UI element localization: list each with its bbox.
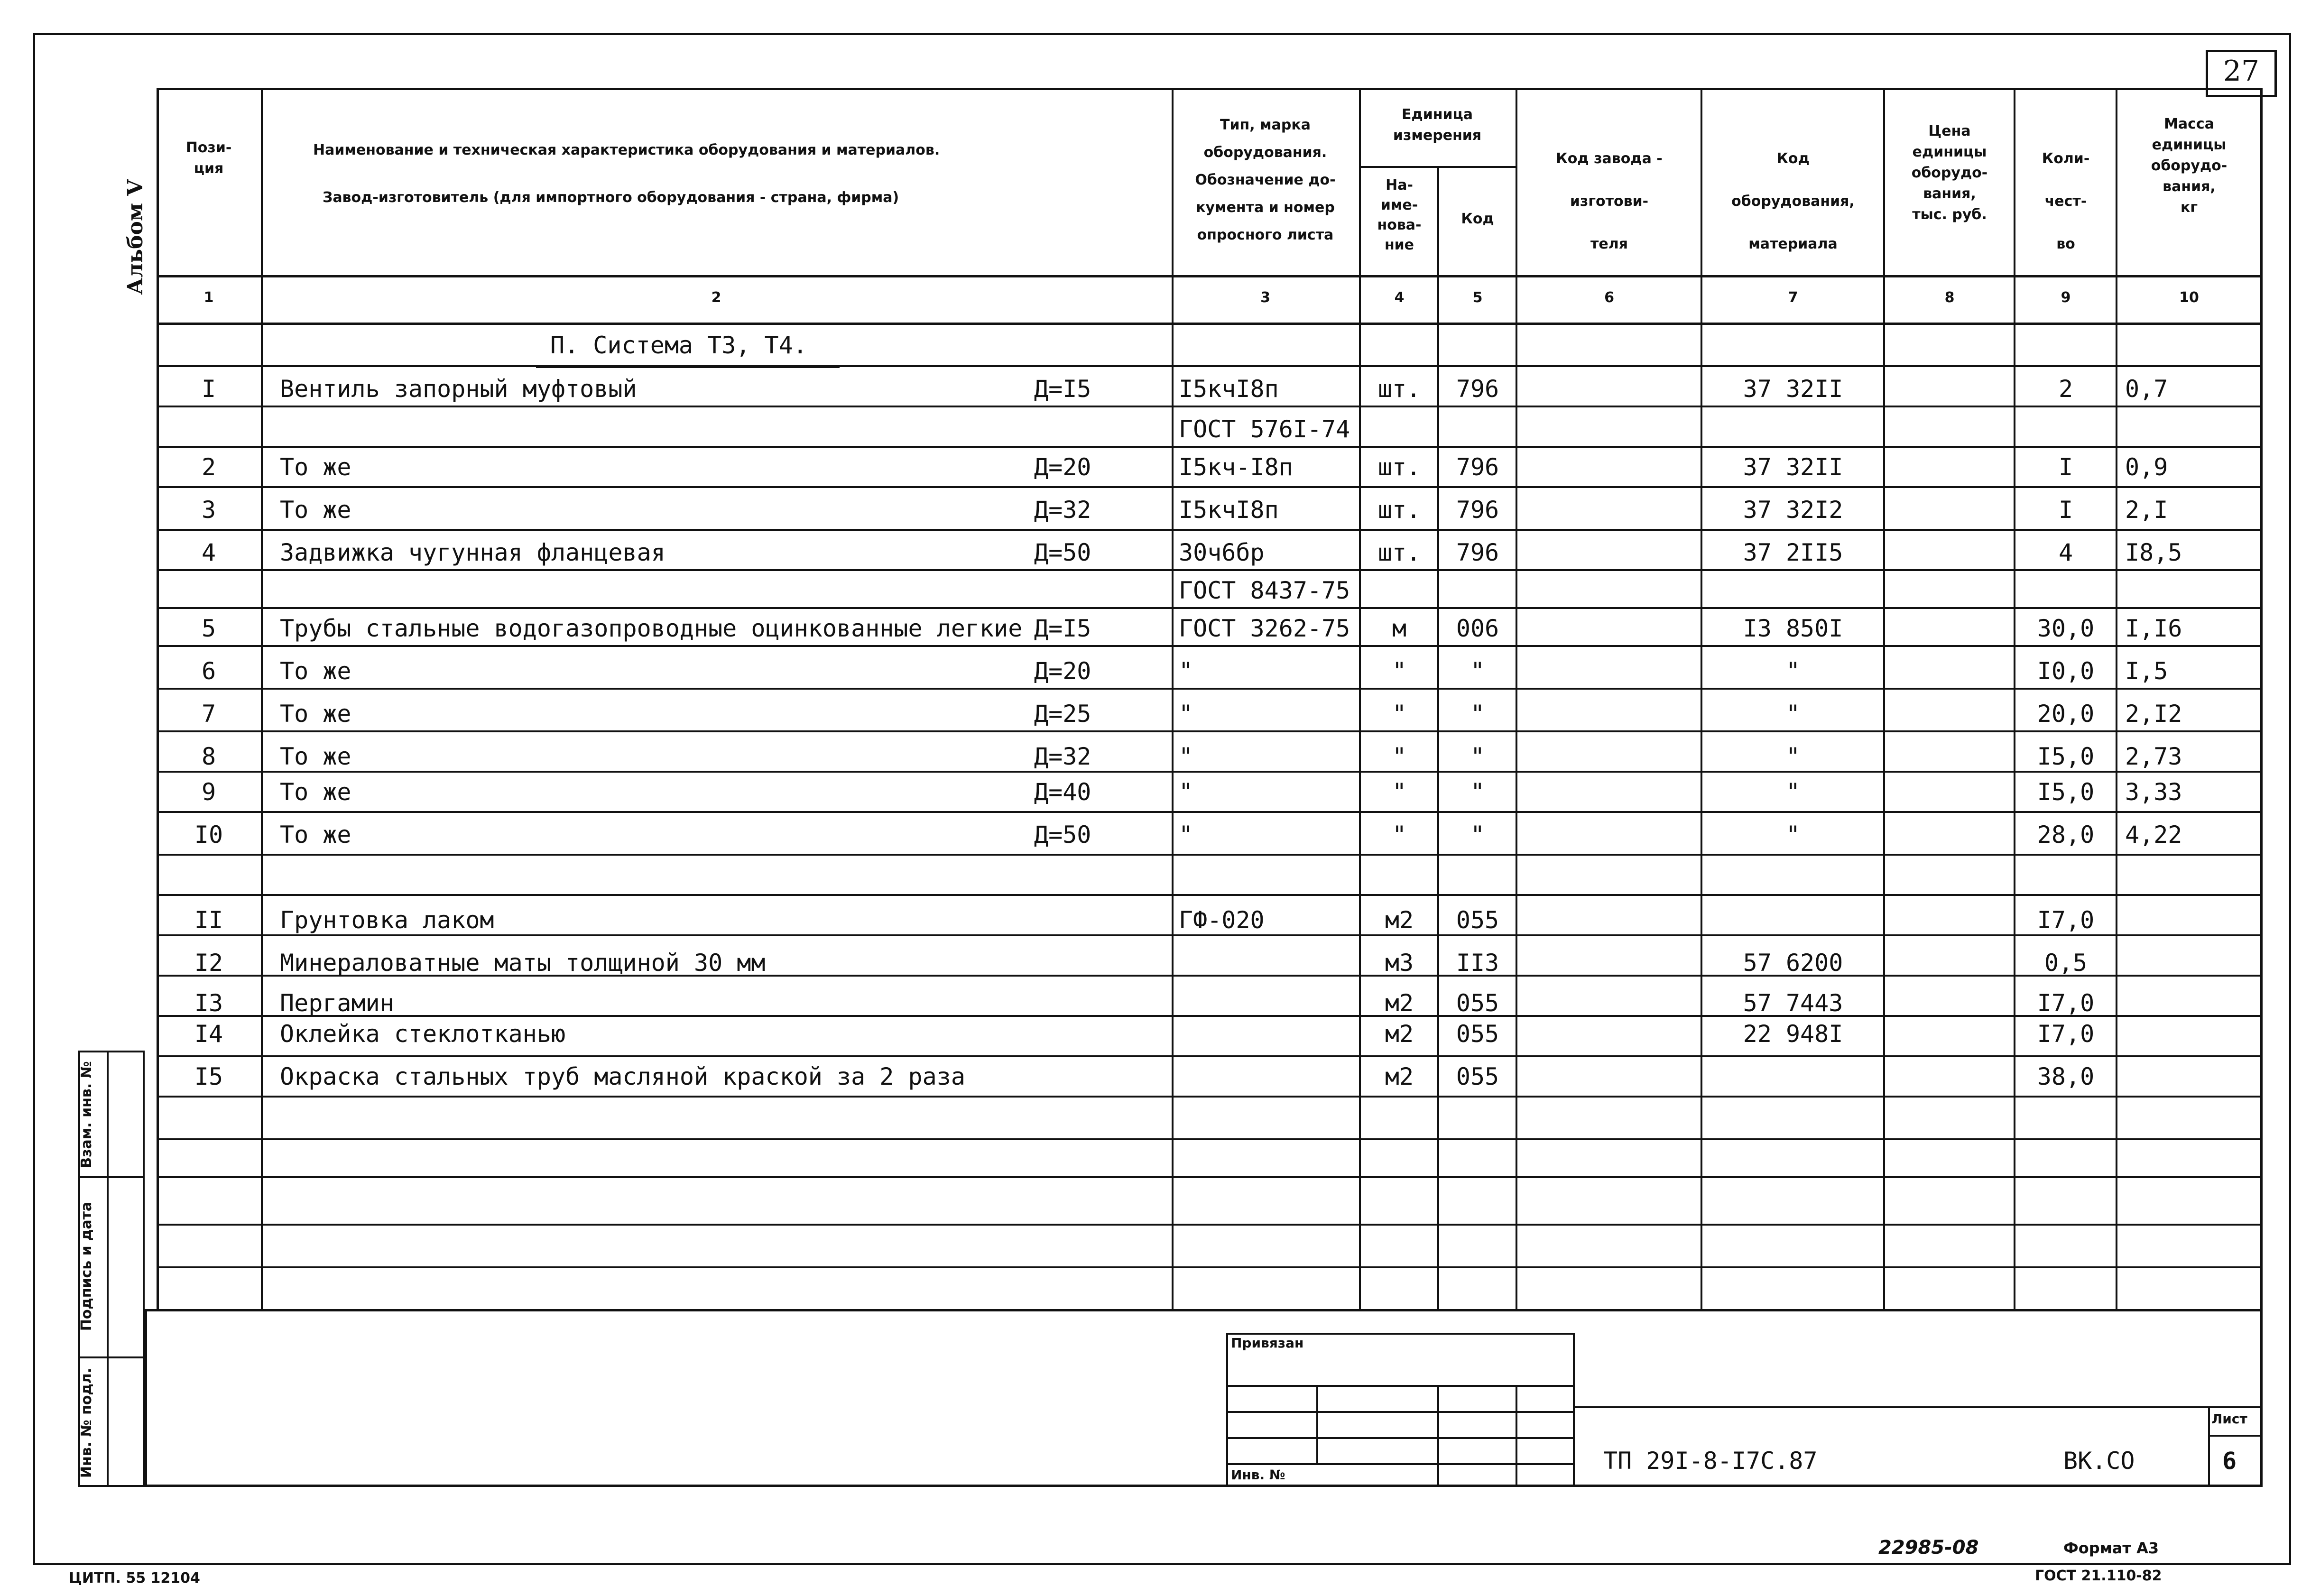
col-number: 6: [1604, 289, 1614, 306]
cell-mass: 2,73: [2125, 743, 2182, 770]
cell-name: Грунтовка лаком: [280, 906, 494, 934]
cell-unit: м3: [1385, 949, 1414, 977]
cell-pos: II: [194, 906, 223, 934]
cell-dn: Д=I5: [1034, 375, 1091, 403]
row-line: [157, 1138, 2263, 1140]
cell-code: ": [1470, 743, 1485, 770]
cell-code: 055: [1456, 989, 1499, 1017]
row-line: [157, 645, 2263, 647]
cell-code: 055: [1456, 1063, 1499, 1090]
col-line: [1516, 88, 1517, 1311]
cell-unit: м2: [1385, 1063, 1414, 1090]
row-line: [157, 688, 2263, 690]
cell-dn: Д=I5: [1034, 615, 1091, 642]
row-line: [157, 1096, 2263, 1098]
col-line: [261, 88, 263, 1311]
cell-mat: ": [1785, 778, 1801, 806]
cell-code: 796: [1456, 496, 1499, 524]
cell-pos: 6: [201, 657, 216, 685]
cell-pos: 2: [201, 453, 216, 481]
side-stamp-line: [78, 1356, 145, 1358]
header-col9: Коли- чест- во: [2042, 150, 2090, 252]
header-col7: Код оборудования, материала: [1731, 150, 1855, 252]
col-line: [1701, 88, 1702, 1311]
cell-dn: Д=20: [1034, 453, 1091, 481]
cell-unit: шт.: [1377, 496, 1421, 524]
header-col1: Пози- ция: [185, 139, 232, 177]
title-block-line: [2208, 1406, 2210, 1487]
cell-mass: I8,5: [2125, 539, 2182, 566]
side-stamp-line: [78, 1176, 145, 1178]
order-number: 22985-08: [1878, 1537, 1979, 1559]
album-label: Альбом V: [123, 179, 148, 295]
col-number: 3: [1260, 289, 1270, 306]
cell-type: ": [1179, 778, 1193, 806]
cell-code: II3: [1456, 949, 1499, 977]
col-line: [2014, 88, 2015, 1311]
cell-unit: м2: [1385, 1020, 1414, 1048]
cell-qty: 20,0: [2037, 700, 2095, 728]
cell-unit: шт.: [1377, 453, 1421, 481]
cell-pos: 4: [201, 539, 216, 566]
cell-code: 055: [1456, 906, 1499, 934]
header-line: [157, 323, 2263, 325]
header-col2-line2: Завод-изготовитель (для импортного оборудования - страна, фирма): [323, 189, 899, 206]
sheet-number: 6: [2222, 1447, 2237, 1475]
side-stamp-vzam: Взам. инв. №: [78, 1061, 95, 1168]
cell-qty: 0,5: [2044, 949, 2088, 977]
cell-unit: ": [1392, 657, 1407, 685]
cell-mat: 37 2II5: [1743, 539, 1843, 566]
side-stamp-line: [107, 1051, 109, 1487]
header-unit-group: Единица измерения: [1393, 106, 1482, 144]
doc-code: ТП 29I-8-I7С.87: [1603, 1447, 1818, 1475]
col-number: 10: [2179, 289, 2199, 306]
cell-unit: м2: [1385, 906, 1414, 934]
privyazan-col: [1516, 1385, 1517, 1487]
cell-mat: 37 32I2: [1743, 496, 1843, 524]
row-line: [157, 486, 2263, 488]
cell-code: 006: [1456, 615, 1499, 642]
col-number: 7: [1788, 289, 1798, 306]
col-line: [2116, 88, 2117, 1311]
inv-no-label: Инв. №: [1231, 1467, 1285, 1483]
cell-mat: 37 32II: [1743, 375, 1843, 403]
cell-mass: 2,I: [2125, 496, 2168, 524]
cell-type: ": [1179, 657, 1193, 685]
cell-name: То же: [280, 778, 351, 806]
cell-qty: 2: [2058, 375, 2073, 403]
cell-pos: I2: [194, 949, 223, 977]
row-line: [157, 894, 2263, 896]
cell-mass: 3,33: [2125, 778, 2182, 806]
cell-name: Минераловатные маты толщиной 30 мм: [280, 949, 766, 977]
row-line: [157, 811, 2263, 813]
header-line: [157, 275, 2263, 277]
cell-mass: I,I6: [2125, 615, 2182, 642]
format-label: Формат А3: [2063, 1539, 2159, 1557]
cell-name: Пергамин: [280, 989, 394, 1017]
cell-pos: I: [201, 375, 216, 403]
cell-mat: 57 6200: [1743, 949, 1843, 977]
cell-mat: ": [1785, 657, 1801, 685]
cell-unit: ": [1392, 821, 1407, 849]
cell-qty: 38,0: [2037, 1063, 2095, 1090]
col-number: 8: [1944, 289, 1955, 306]
cell-unit: ": [1392, 778, 1407, 806]
privyazan-label: Привязан: [1231, 1335, 1304, 1351]
cell-unit: м2: [1385, 989, 1414, 1017]
cell-qty: I5,0: [2037, 778, 2095, 806]
corner-number: 27: [2223, 55, 2260, 88]
cell-type: ": [1179, 743, 1193, 770]
cell-pos: 3: [201, 496, 216, 524]
cell-name: То же: [280, 743, 351, 770]
cell-type: ": [1179, 700, 1193, 728]
header-col5: Код: [1461, 211, 1494, 227]
cell-mat: ": [1785, 821, 1801, 849]
unit-group-line: [1359, 166, 1516, 168]
cell-pos: I4: [194, 1020, 223, 1048]
row-line: [157, 365, 2263, 367]
col-line: [1883, 88, 1885, 1311]
header-col3: Тип, марка оборудования. Обозначение до- кумента и номер опросного листа: [1195, 117, 1336, 243]
cell-qty: I: [2058, 496, 2073, 524]
cell-type: I5кчI8п: [1179, 375, 1279, 403]
cell-mass: 2,I2: [2125, 700, 2182, 728]
cell-qty: I: [2058, 453, 2073, 481]
cell-code: 055: [1456, 1020, 1499, 1048]
cell-name: Окраска стальных труб масляной краской за 2 раза: [280, 1063, 965, 1090]
header-col6: Код завода - изготови- теля: [1556, 150, 1663, 252]
cell-qty: 28,0: [2037, 821, 2095, 849]
cell-pos: I5: [194, 1063, 223, 1090]
header-col10: Масса единицы оборудо- вания, кг: [2151, 116, 2228, 216]
row-line: [157, 529, 2263, 531]
cell-type: ГОСТ 3262-75: [1179, 615, 1350, 642]
cell-qty: I7,0: [2037, 1020, 2095, 1048]
cell-mat: 22 948I: [1743, 1020, 1843, 1048]
cell-name: То же: [280, 700, 351, 728]
cell-code: ": [1470, 821, 1485, 849]
section-title: П. Система Т3, Т4.: [550, 332, 807, 359]
cell-type: ГФ-020: [1179, 906, 1265, 934]
cell-pos: 5: [201, 615, 216, 642]
cell-pos: I0: [194, 821, 223, 849]
cell-mass: I,5: [2125, 657, 2168, 685]
row-line: [157, 934, 2263, 936]
section-title-underline: [536, 366, 840, 368]
cell-code: ": [1470, 778, 1485, 806]
cell-dn: Д=20: [1034, 657, 1091, 685]
stamp-area-frame: [145, 1309, 2263, 1487]
header-col4: На- име- нова- ние: [1377, 177, 1422, 253]
cell-unit: ": [1392, 743, 1407, 770]
cell-unit: ": [1392, 700, 1407, 728]
left-code: ЦИТП. 55 12104: [69, 1570, 200, 1587]
cell-name: Вентиль запорный муфтовый: [280, 375, 637, 403]
cell-name: Задвижка чугунная фланцевая: [280, 539, 665, 566]
cell-unit: шт.: [1377, 375, 1421, 403]
cell-code: 796: [1456, 539, 1499, 566]
cell-name: То же: [280, 657, 351, 685]
cell-name: Трубы стальные водогазопроводные оцинкованные легкие: [280, 615, 1023, 642]
cell-name: Оклейка стеклотканью: [280, 1020, 566, 1048]
cell-dn: Д=32: [1034, 496, 1091, 524]
row-line: [157, 854, 2263, 856]
cell-mat: ": [1785, 743, 1801, 770]
privyazan-line: [1226, 1437, 1575, 1439]
row-line: [157, 1224, 2263, 1226]
privyazan-line: [1226, 1385, 1575, 1387]
cell-type: 30ч6бр: [1179, 539, 1265, 566]
cell-mat: ": [1785, 700, 1801, 728]
privyazan-col: [1316, 1385, 1318, 1463]
gost-label: ГОСТ 21.110-82: [2035, 1568, 2162, 1584]
cell-type: I5кч-I8п: [1179, 453, 1293, 481]
title-block-line: [2208, 1435, 2263, 1437]
cell-mass: 0,9: [2125, 453, 2168, 481]
cell-qty: I5,0: [2037, 743, 2095, 770]
privyazan-line: [1226, 1411, 1575, 1413]
cell-unit: м: [1392, 615, 1407, 642]
row-line: [157, 569, 2263, 571]
header-col8: Цена единицы оборудо- вания, тыс. руб.: [1911, 123, 1988, 223]
cell-mat: 57 7443: [1743, 989, 1843, 1017]
privyazan-line: [1226, 1463, 1575, 1465]
cell-mat: I3 850I: [1743, 615, 1843, 642]
cell-pos: 9: [201, 778, 216, 806]
col-line: [1172, 88, 1174, 1311]
cell-unit: шт.: [1377, 539, 1421, 566]
cell-qty: I0,0: [2037, 657, 2095, 685]
side-stamp-podpis: Подпись и дата: [78, 1201, 95, 1331]
cell-name: То же: [280, 496, 351, 524]
cell-code: 796: [1456, 375, 1499, 403]
sheet-label: Лист: [2211, 1411, 2247, 1427]
cell-type: ": [1179, 821, 1193, 849]
row-line: [157, 1055, 2263, 1057]
cell-mass: 0,7: [2125, 375, 2168, 403]
side-stamp-inv: Инв. № подл.: [78, 1367, 95, 1478]
cell-type: I5кчI8п: [1179, 496, 1279, 524]
row-line: [157, 406, 2263, 407]
cell-code: ": [1470, 657, 1485, 685]
cell-dn: Д=50: [1034, 821, 1091, 849]
row-line: [157, 607, 2263, 609]
cell-code: 796: [1456, 453, 1499, 481]
col-number: 9: [2061, 289, 2071, 306]
cell-type: ГОСТ 576I-74: [1179, 415, 1350, 443]
col-number: 2: [711, 289, 721, 306]
cell-type: ГОСТ 8437-75: [1179, 577, 1350, 604]
row-line: [157, 1176, 2263, 1178]
row-line: [157, 730, 2263, 732]
title-block-line: [1575, 1406, 2263, 1408]
cell-qty: 4: [2058, 539, 2073, 566]
cell-dn: Д=50: [1034, 539, 1091, 566]
privyazan-col: [1437, 1385, 1439, 1487]
col-number: 1: [203, 289, 214, 306]
cell-mass: 4,22: [2125, 821, 2182, 849]
cell-pos: 8: [201, 743, 216, 770]
col-number: 4: [1394, 289, 1405, 306]
cell-name: То же: [280, 453, 351, 481]
row-line: [157, 446, 2263, 448]
cell-dn: Д=32: [1034, 743, 1091, 770]
cell-pos: I3: [194, 989, 223, 1017]
col-number: 5: [1472, 289, 1483, 306]
cell-name: То же: [280, 821, 351, 849]
cell-dn: Д=40: [1034, 778, 1091, 806]
cell-dn: Д=25: [1034, 700, 1091, 728]
col-line: [1359, 88, 1361, 1311]
cell-qty: I7,0: [2037, 989, 2095, 1017]
cell-pos: 7: [201, 700, 216, 728]
cell-code: ": [1470, 700, 1485, 728]
row-line: [157, 771, 2263, 773]
doc-mark: ВК.СО: [2063, 1447, 2135, 1475]
header-col2-line1: Наименование и техническая характеристика оборудования и материалов.: [313, 142, 940, 158]
cell-qty: I7,0: [2037, 906, 2095, 934]
cell-qty: 30,0: [2037, 615, 2095, 642]
cell-mat: 37 32II: [1743, 453, 1843, 481]
row-line: [157, 1266, 2263, 1268]
